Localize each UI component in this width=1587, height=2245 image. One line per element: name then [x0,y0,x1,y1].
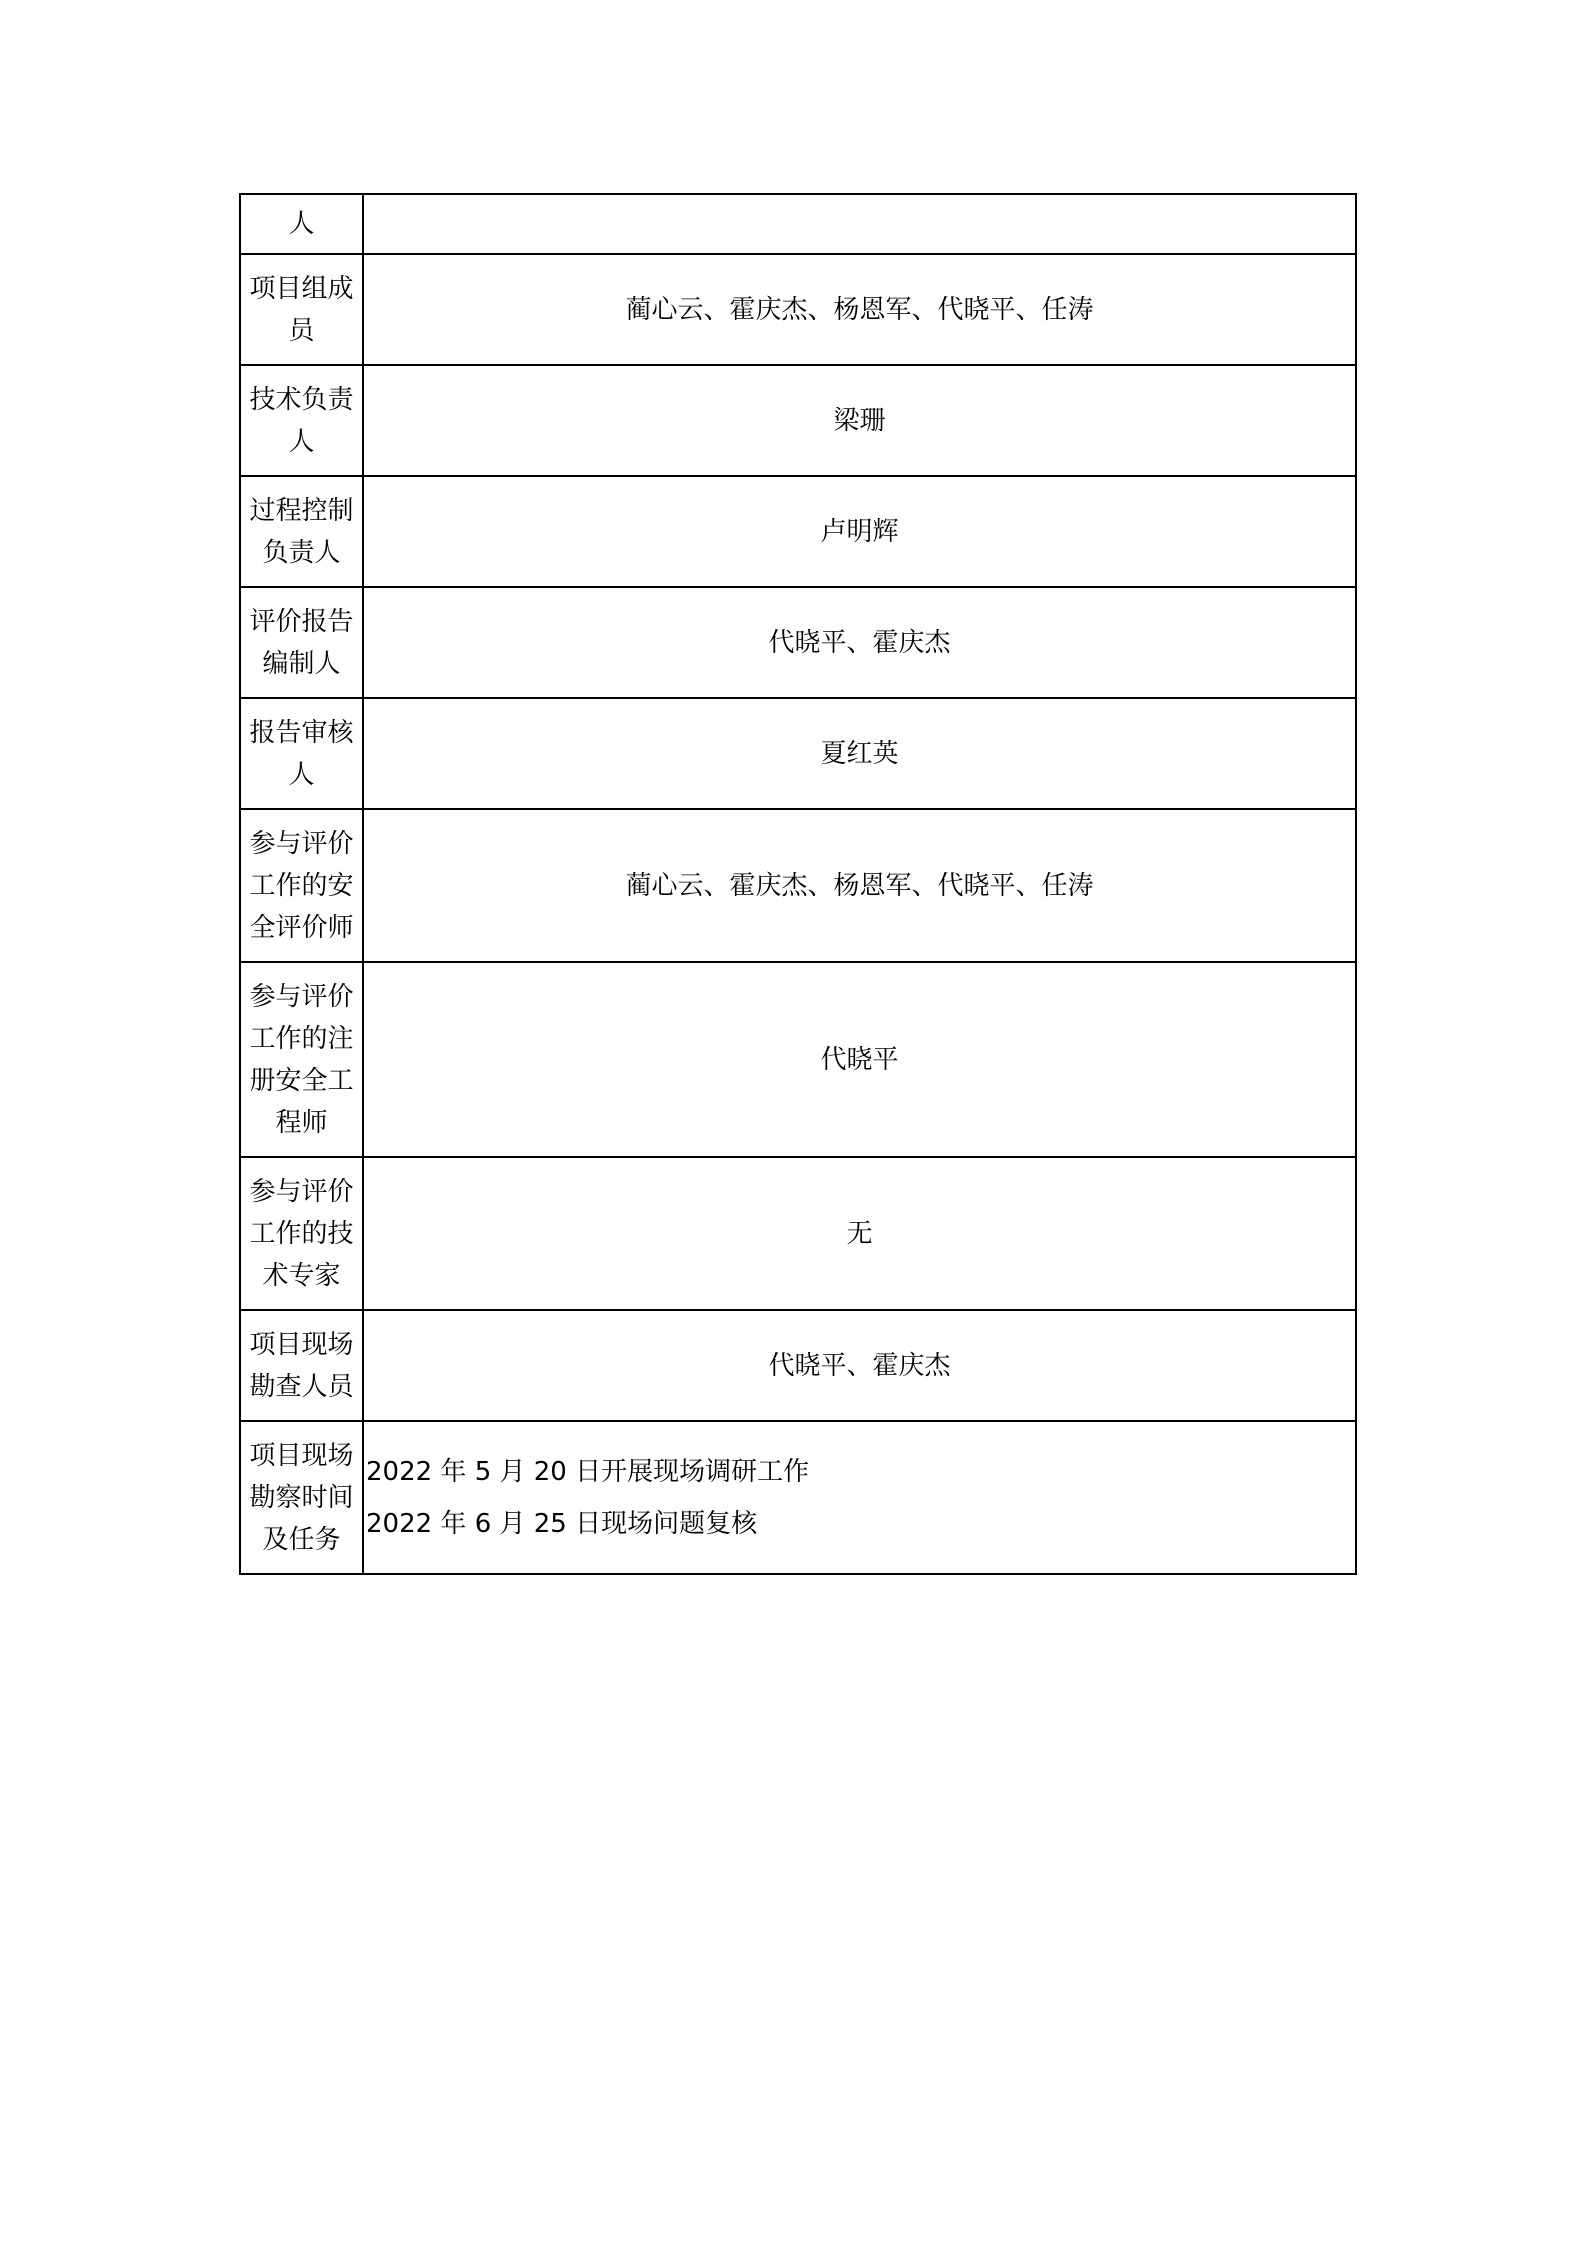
task-line: 2022 年 6 月 25 日现场问题复核 [366,1508,758,1539]
table-row [240,698,1356,809]
label-line: 册安全工 [249,1065,354,1096]
row-value [363,1421,1356,1574]
task-line: 2022 年 5 月 20 日开展现场调研工作 [366,1456,810,1487]
row-label [240,254,363,365]
table-row [240,1157,1356,1310]
row-label [240,587,363,698]
label-line: 勘察时间 [249,1482,354,1513]
table-row [240,1421,1356,1574]
row-value: 卢明辉 [363,476,1356,587]
row-value: 夏红英 [363,698,1356,809]
label-line: 工作的安 [249,870,354,901]
row-label [240,476,363,587]
label-line: 员 [288,315,315,346]
label-line: 评价报告 [249,606,354,637]
row-value: 蔺心云、霍庆杰、杨恩军、代晓平、任涛 [363,809,1356,962]
table-row [240,587,1356,698]
label-line: 编制人 [262,648,341,679]
label-line: 项目组成 [249,273,354,304]
table-row [240,254,1356,365]
row-label [240,194,363,254]
row-label [240,1310,363,1421]
row-value: 代晓平 [363,962,1356,1157]
label-line: 人 [288,209,315,239]
label-line: 参与评价 [249,1176,354,1207]
row-label [240,1157,363,1310]
label-line: 报告审核 [249,717,354,748]
table-row [240,1310,1356,1421]
row-value [363,194,1356,254]
row-label [240,365,363,476]
row-value: 梁珊 [363,365,1356,476]
label-line: 参与评价 [249,981,354,1012]
row-label [240,1421,363,1574]
label-line: 项目现场 [249,1329,354,1360]
row-value: 无 [363,1157,1356,1310]
label-line: 术专家 [262,1260,341,1291]
row-label [240,698,363,809]
label-line: 过程控制 [249,495,354,526]
label-line: 程师 [275,1107,328,1138]
label-line: 人 [288,426,315,457]
label-line: 全评价师 [249,912,354,943]
row-value: 代晓平、霍庆杰 [363,587,1356,698]
row-label [240,962,363,1157]
row-value: 代晓平、霍庆杰 [363,1310,1356,1421]
table-row [240,962,1356,1157]
label-line: 及任务 [262,1524,341,1555]
label-line: 项目现场 [249,1440,354,1471]
table-row [240,194,1356,254]
label-line: 参与评价 [249,828,354,859]
label-line: 勘查人员 [249,1371,354,1402]
label-line: 工作的注 [249,1023,354,1054]
table-row [240,476,1356,587]
table-row [240,809,1356,962]
label-line: 工作的技 [249,1218,354,1249]
label-line: 负责人 [262,537,341,568]
table-row [240,365,1356,476]
label-line: 技术负责 [249,384,354,415]
row-label [240,809,363,962]
row-value: 蔺心云、霍庆杰、杨恩军、代晓平、任涛 [363,254,1356,365]
label-line: 人 [288,759,315,790]
personnel-table [239,193,1357,1575]
